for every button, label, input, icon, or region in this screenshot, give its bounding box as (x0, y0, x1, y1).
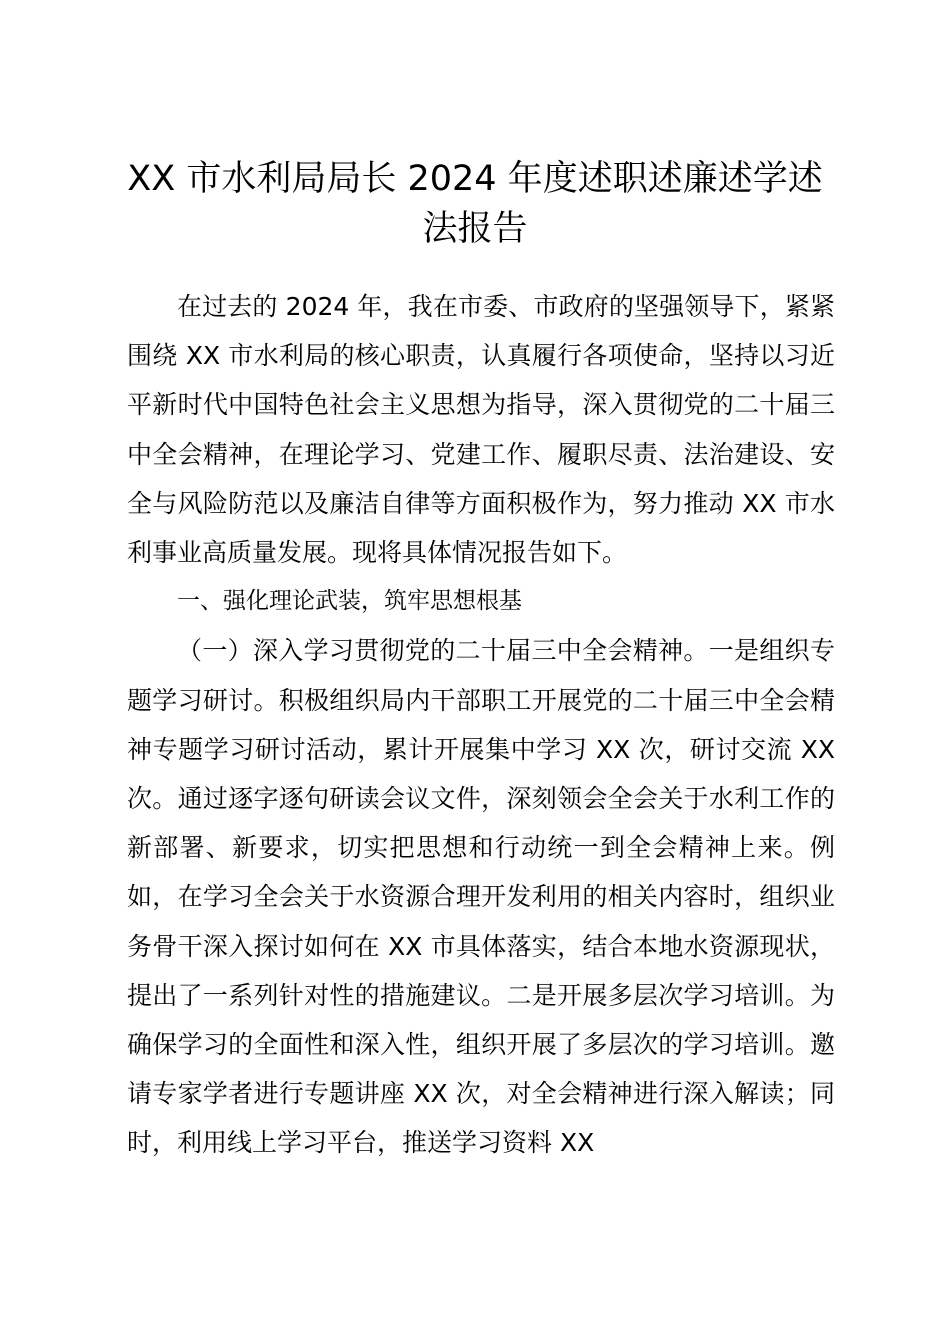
title-line-1: XX 市水利局局长 2024 年度述职述廉述学述 (127, 159, 823, 199)
document-title (118, 154, 832, 254)
intro-paragraph: 在过去的 2024 年，我在市委、市政府的坚强领导下，紧紧围绕 XX 市水利局的核心职责，认真履行各项使命，坚持以习近平新时代中国特色社会主义思想为指导，深入贯彻党的二十届三中全会精神，在理论学习、党建工作、履职尽责、法治建设、安全与风险防范以及廉洁自律等方面积极作为，努力推动 XX 市水利事业高质量发展。现将具体情况报告如下。 (127, 292, 835, 568)
title-line-2: 法报告 (422, 209, 528, 249)
document-body (127, 282, 835, 1168)
section-heading: 一、强化理论武装，筑牢思想根基 (177, 588, 522, 615)
section-paragraph: （一）深入学习贯彻党的二十届三中全会精神。一是组织专题学习研讨。积极组织局内干部职工开展党的二十届三中全会精神专题学习研讨活动，累计开展集中学习 XX 次，研讨交流 XX 次。通过逐字逐句研读会议文件，深刻领会全会关于水利工作的新部署、新要求，切实把思想和行动统一到全会精神上来。例如，在学习全会关于水资源合理开发利用的相关内容时，组织业务骨干深入探讨如何在 XX 市具体落实，结合本地水资源现状，提出了一系列针对性的措施建议。二是开展多层次学习培训。为确保学习的全面性和深入性，组织开展了多层次的学习培训。邀请专家学者进行专题讲座 XX 次，对全会精神进行深入解读；同时，利用线上学习平台，推送学习资料 XX (127, 636, 835, 1158)
